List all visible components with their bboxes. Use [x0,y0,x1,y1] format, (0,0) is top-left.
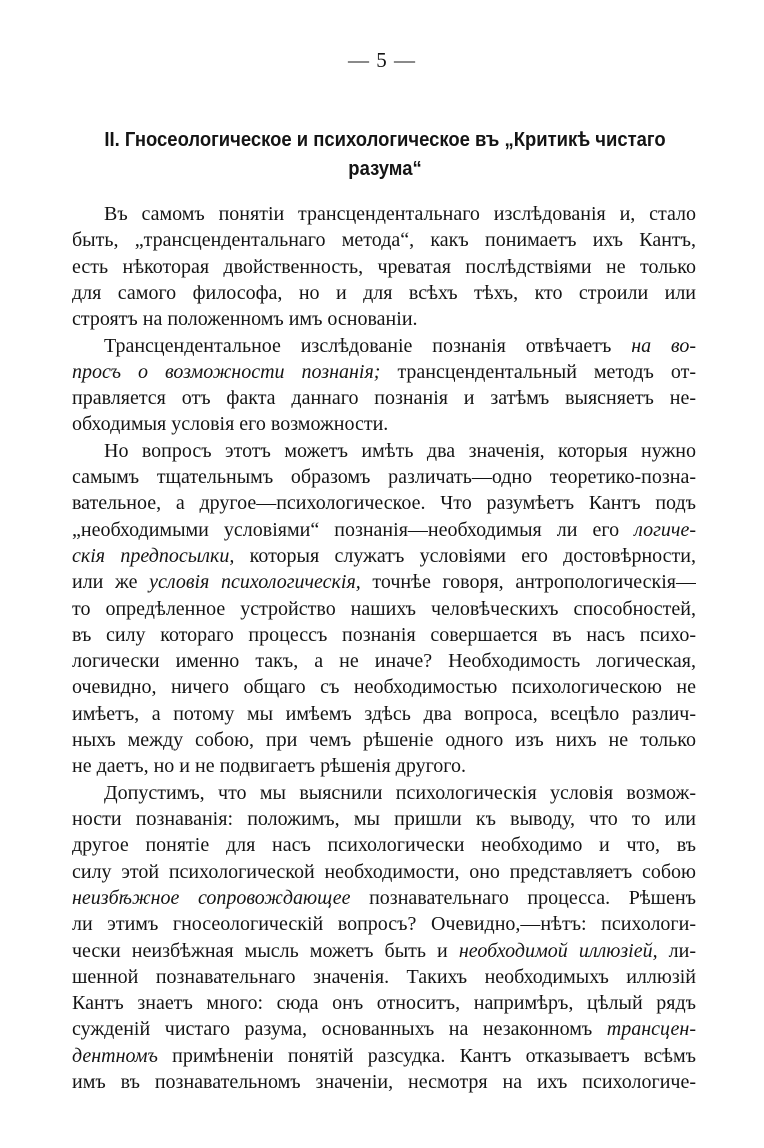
text-line: силу этой психологической необходимости, оно представляетъ собою [72,861,696,883]
text-line: обходимыя условія его возможности. [72,413,389,435]
text-line: „необходимыми условіями“ познанія—необходимыя ли его логиче- [72,519,696,541]
text-line: правляется отъ факта даннаго познанія и затѣмъ выясняетъ не- [72,387,696,409]
text-line: вательное, а другое—психологическое. Что разумѣетъ Кантъ подъ [72,492,696,514]
text-line: Трансцендентальное изслѣдованіе познанія отвѣчаетъ на во- [104,335,696,357]
text-line: просъ о возможности познанія; трансцендентальный методъ от- [72,361,696,383]
text-line: неизбѣжное сопровождающее познавательнаго процесса. Рѣшенъ [72,887,696,909]
text-line: Допустимъ, что мы выяснили психологическія условія возмож- [104,782,696,804]
text-line: быть, „трансцендентальнаго метода“, какъ понимаетъ ихъ Кантъ, [72,229,696,251]
section-heading [102,125,669,183]
text-line: или же условія психологическія, точнѣе говоря, антропологическія— [72,571,696,593]
text-line: есть нѣкоторая двойственность, чреватая послѣдствіями не только [72,256,696,278]
text-line: для самого философа, но и для всѣхъ тѣхъ, кто строили или [72,282,696,304]
text-line: то опредѣленное устройство нашихъ человѣческихъ способностей, [72,598,696,620]
text-line: не даетъ, но и не подвигаетъ рѣшенія другого. [72,755,466,777]
text-line: имъ въ познавательномъ значеніи, несмотря на ихъ психологиче- [72,1071,696,1093]
text-line: чески неизбѣжная мысль можетъ быть и необходимой иллюзіей, ли- [72,940,696,962]
text-line: Но вопросъ этотъ можетъ имѣть два значенія, которыя нужно [104,440,696,462]
text-line: ныхъ между собою, при чемъ рѣшеніе одного изъ нихъ не только [72,729,696,751]
text-line: въ силу котораго процессъ познанія совершается въ насъ психо- [72,624,696,646]
text-line: скія предпосылки, которыя служатъ условіями его достовѣрности, [72,545,696,567]
heading-line-1: II. Гносеологическое и психологическое въ „Критикѣ чистаго [104,128,666,151]
text-line: строятъ на положенномъ имъ основаніи. [72,308,418,330]
text-line: сужденій чистаго разума, основанныхъ на незаконномъ трансцен- [72,1018,696,1040]
text-line: очевидно, ничего общаго съ необходимостью психологическою не [72,676,696,698]
text-line: имѣетъ, а потому мы имѣемъ здѣсь два вопроса, всецѣло различ- [72,703,696,725]
page-number: — 5 — [348,48,416,72]
text-line: ли этимъ гносеологическій вопросъ? Очевидно,—нѣтъ: психологи- [72,913,696,935]
text-line: ности познаванія: положимъ, мы пришли къ выводу, что то или [72,808,696,830]
text-line: другое понятіе для насъ психологически необходимо и что, въ [72,834,696,856]
text-line: логически именно такъ, а не иначе? Необходимость логическая, [72,650,696,672]
text-line: Кантъ знаетъ много: сюда онъ относитъ, напримѣръ, цѣлый рядъ [72,992,696,1014]
text-line: Въ самомъ понятіи трансцендентальнаго изслѣдованія и, стало [104,203,696,225]
heading-line-2: разума“ [348,157,422,180]
text-line: дентномъ примѣненіи понятій разсудка. Кантъ отказываетъ всѣмъ [72,1045,696,1067]
text-line: самымъ тщательнымъ образомъ различать—одно теоретико-позна- [72,466,696,488]
text-line: шенной познавательнаго значенія. Такихъ необходимыхъ иллюзій [72,966,696,988]
